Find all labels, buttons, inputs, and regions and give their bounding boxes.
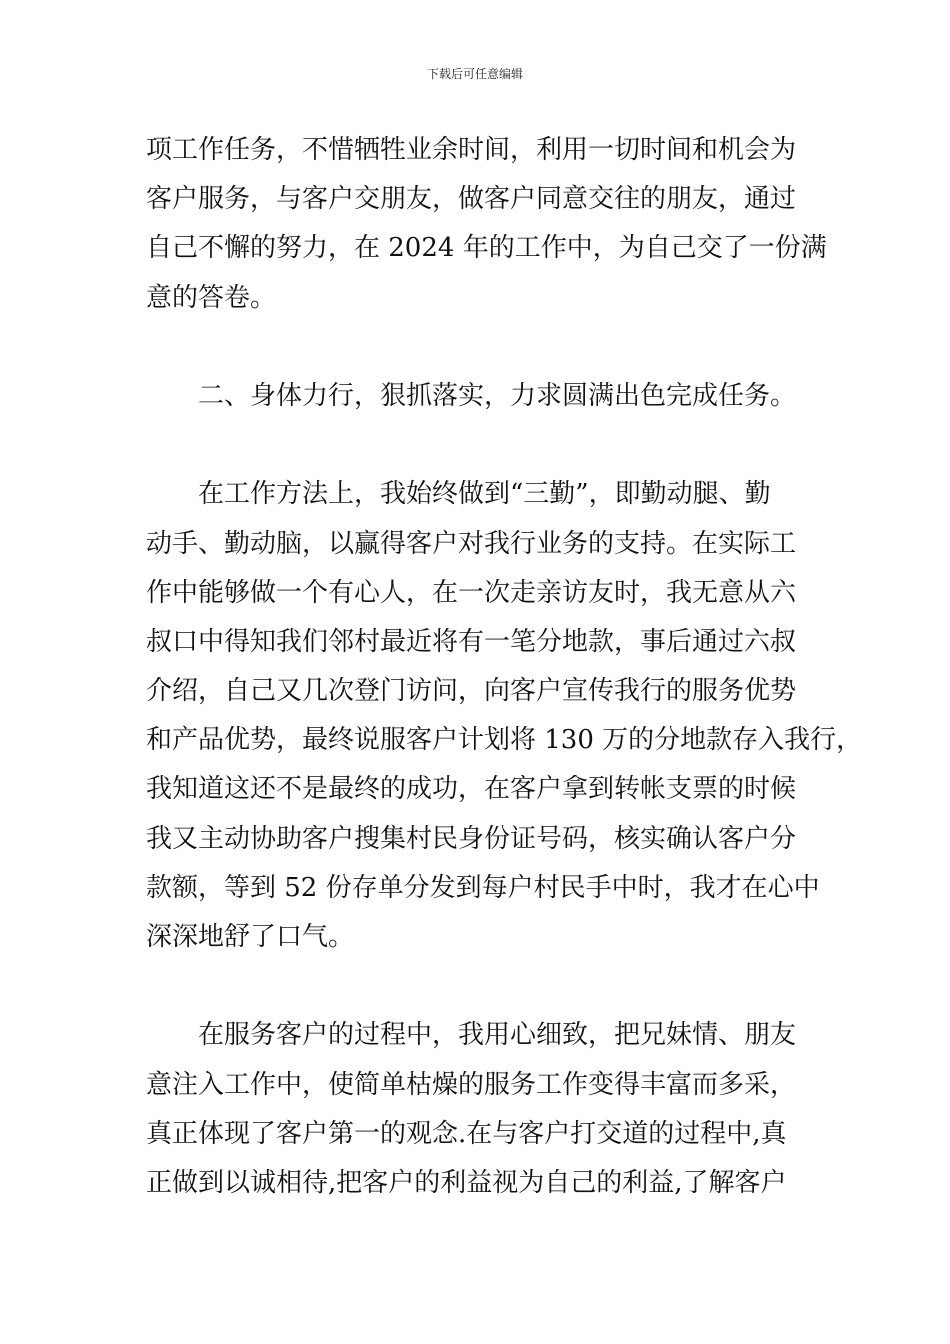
paragraph-gap xyxy=(146,962,826,1011)
text-line: 作中能够做一个有心人，在一次走亲访友时，我无意从六 xyxy=(146,577,797,608)
text-line: 我又主动协助客户搜集村民身份证号码，核实确认客户分 xyxy=(146,823,797,854)
text-line: 在服务客户的过程中，我用心细致，把兄妹情、朋友 xyxy=(198,1020,797,1051)
text-line: 真正体现了客户第一的观念.在与客户打交道的过程中,真 xyxy=(146,1118,787,1149)
paragraph-gap xyxy=(146,421,826,470)
text-line: 款额，等到 52 份存单分发到每户村民手中时，我才在心中 xyxy=(146,872,820,903)
text-line: 在工作方法上，我始终做到“三勤”，即勤动腿、勤 xyxy=(198,479,771,510)
text-line: 意注入工作中，使简单枯燥的服务工作变得丰富而多采， xyxy=(146,1069,797,1100)
text-line: 动手、勤动脑，以赢得客户对我行业务的支持。在实际工 xyxy=(146,528,797,559)
paragraph-continuation xyxy=(146,126,826,323)
page-header-note: 下载后可任意编辑 xyxy=(426,67,523,81)
text-line: 叔口中得知我们邻村最近将有一笔分地款，事后通过六叔 xyxy=(146,626,797,657)
paragraph-work-method xyxy=(146,470,863,962)
text-line: 正做到以诚相待,把客户的利益视为自己的利益,了解客户 xyxy=(146,1167,787,1198)
heading-line: 二、身体力行，狠抓落实，力求圆满出色完成任务。 xyxy=(198,380,797,411)
paragraph-gap xyxy=(146,323,826,372)
text-line: 项工作任务，不惜牺牲业余时间，利用一切时间和机会为 xyxy=(146,135,797,165)
section-heading xyxy=(146,372,826,421)
text-line: 意的答卷。 xyxy=(146,282,277,313)
paragraph-customer-service xyxy=(146,1011,826,1208)
text-line: 我知道这还不是最终的成功，在客户拿到转帐支票的时候 xyxy=(146,774,797,805)
text-line: 介绍，自己又几次登门访问，向客户宣传我行的服务优势 xyxy=(146,676,797,707)
text-line: 客户服务，与客户交朋友，做客户同意交往的朋友，通过 xyxy=(146,184,797,215)
document-body xyxy=(146,126,863,1208)
text-line: 深深地舒了口气。 xyxy=(146,922,355,952)
text-line: 和产品优势，最终说服客户计划将 130 万的分地款存入我行， xyxy=(146,725,863,756)
text-line: 自己不懈的努力，在 2024 年的工作中，为自己交了一份满 xyxy=(146,233,827,264)
